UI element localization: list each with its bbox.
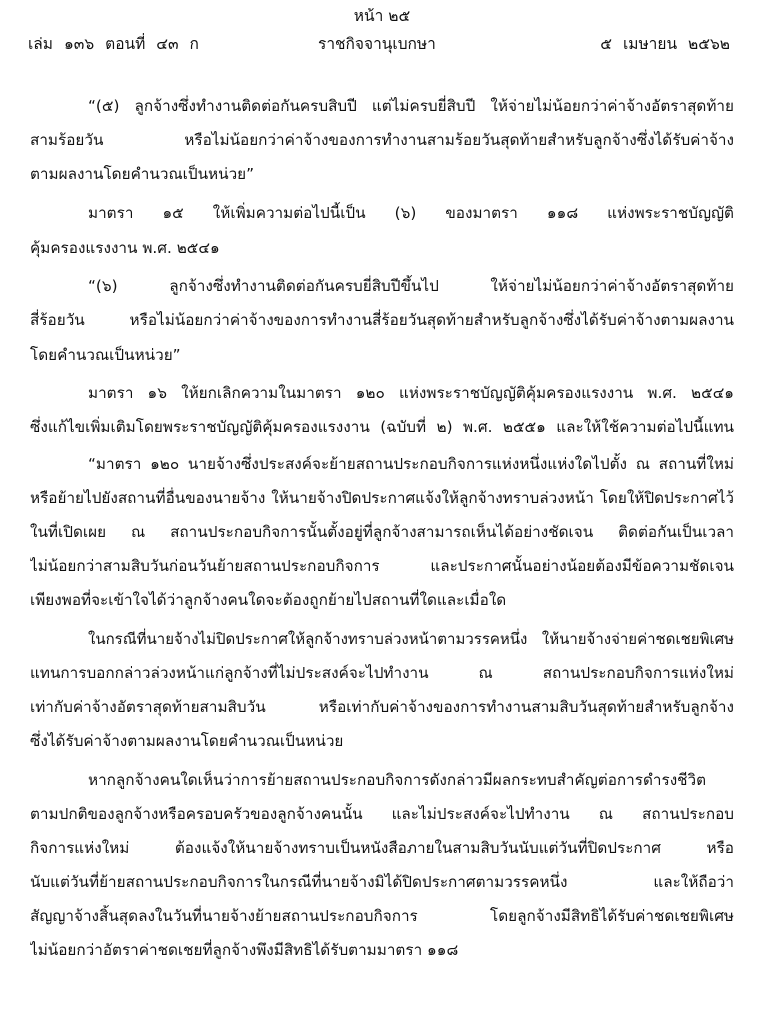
body-line: นับแต่วันที่ย้ายสถานประกอบกิจการในกรณีที่นายจ้างมิได้ปิดประกาศตามวรรคหนึ่ง และให้ถือว่า xyxy=(30,873,734,891)
body-line: ในที่เปิดเผย ณ สถานประกอบกิจการนั้นตั้งอยู่ที่ลูกจ้างสามารถเห็นได้อย่างชัดเจน ติดต่อกันเป็นเวลา xyxy=(30,523,734,541)
body-line: ไม่น้อยกว่าอัตราค่าชดเชยที่ลูกจ้างพึงมีสิทธิได้รับตามมาตรา ๑๑๘ xyxy=(30,941,459,959)
body-line: กิจการแห่งใหม่ ต้องแจ้งให้นายจ้างทราบเป็นหนังสือภายในสามสิบวันนับแต่วันที่ปิดประกาศ หรือ xyxy=(30,839,734,857)
body-line: เพียงพอที่จะเข้าใจได้ว่าลูกจ้างคนใดจะต้องถูกย้ายไปสถานที่ใดและเมื่อใด xyxy=(30,591,507,609)
body-line: มาตรา ๑๕ ให้เพิ่มความต่อไปนี้เป็น (๖) ของมาตรา ๑๑๘ แห่งพระราชบัญญัติ xyxy=(88,204,734,222)
page-number: หน้า ๒๕ xyxy=(353,7,411,25)
body-line: หากลูกจ้างคนใดเห็นว่าการย้ายสถานประกอบกิจการดังกล่าวมีผลกระทบสำคัญต่อการดำรงชีวิต xyxy=(88,771,707,789)
body-line: โดยคำนวณเป็นหน่วย” xyxy=(30,346,181,364)
volume-info: เล่ม ๑๓๖ ตอนที่ ๔๓ ก xyxy=(28,35,199,53)
body-line: มาตรา ๑๖ ให้ยกเลิกความในมาตรา ๑๒๐ แห่งพระราชบัญญัติคุ้มครองแรงงาน พ.ศ. ๒๕๔๑ xyxy=(88,384,734,402)
body-line: หรือย้ายไปยังสถานที่อื่นของนายจ้าง ให้นายจ้างปิดประกาศแจ้งให้ลูกจ้างทราบล่วงหน้า โดยให้ปิดประกาศไว้ xyxy=(30,489,734,507)
body-line: ไม่น้อยกว่าสามสิบวันก่อนวันย้ายสถานประกอบกิจการ และประกาศนั้นอย่างน้อยต้องมีข้อความชัดเจน xyxy=(30,557,734,575)
body-line: สามร้อยวัน หรือไม่น้อยกว่าค่าจ้างของการทำงานสามร้อยวันสุดท้ายสำหรับลูกจ้างซึ่งได้รับค่าจ้าง xyxy=(30,131,734,149)
body-line: ตามผลงานโดยคำนวณเป็นหน่วย” xyxy=(30,165,255,183)
body-line: เท่ากับค่าจ้างอัตราสุดท้ายสามสิบวัน หรือเท่ากับค่าจ้างของการทำงานสามสิบวันสุดท้ายสำหรับลูกจ้าง xyxy=(30,698,734,716)
publication-date: ๕ เมษายน ๒๕๖๒ xyxy=(600,35,730,53)
body-line: คุ้มครองแรงงาน พ.ศ. ๒๕๔๑ xyxy=(30,239,220,257)
body-line: สัญญาจ้างสิ้นสุดลงในวันที่นายจ้างย้ายสถานประกอบกิจการ โดยลูกจ้างมีสิทธิได้รับค่าชดเชยพิเศษ xyxy=(30,907,734,925)
body-line: “มาตรา ๑๒๐ นายจ้างซึ่งประสงค์จะย้ายสถานประกอบกิจการแห่งหนึ่งแห่งใดไปตั้ง ณ สถานที่ใหม่ xyxy=(88,455,734,473)
body-line: ในกรณีที่นายจ้างไม่ปิดประกาศให้ลูกจ้างทราบล่วงหน้าตามวรรคหนึ่ง ให้นายจ้างจ่ายค่าชดเชยพิเศษ xyxy=(88,630,734,648)
body-line: ซึ่งได้รับค่าจ้างตามผลงานโดยคำนวณเป็นหน่วย xyxy=(30,732,344,750)
body-line: สี่ร้อยวัน หรือไม่น้อยกว่าค่าจ้างของการทำงานสี่ร้อยวันสุดท้ายสำหรับลูกจ้างซึ่งได้รับค่าจ้างตามผลงาน xyxy=(30,311,734,329)
body-line: “(๕) ลูกจ้างซึ่งทำงานติดต่อกันครบสิบปี แต่ไม่ครบยี่สิบปี ให้จ่ายไม่น้อยกว่าค่าจ้างอัตราสุดท้าย xyxy=(88,97,734,115)
body-line: ตามปกติของลูกจ้างหรือครอบครัวของลูกจ้างคนนั้น และไม่ประสงค์จะไปทำงาน ณ สถานประกอบ xyxy=(30,805,734,823)
body-line: แทนการบอกกล่าวล่วงหน้าแก่ลูกจ้างที่ไม่ประสงค์จะไปทำงาน ณ สถานประกอบกิจการแห่งใหม่ xyxy=(30,664,734,682)
body-line: “(๖) ลูกจ้างซึ่งทำงานติดต่อกันครบยี่สิบปีขึ้นไป ให้จ่ายไม่น้อยกว่าค่าจ้างอัตราสุดท้าย xyxy=(88,277,734,295)
gazette-name: ราชกิจจานุเบกษา xyxy=(318,35,436,53)
body-line: ซึ่งแก้ไขเพิ่มเติมโดยพระราชบัญญัติคุ้มครองแรงงาน (ฉบับที่ ๒) พ.ศ. ๒๕๕๑ และให้ใช้ความต่อไปนี้แทน xyxy=(30,418,734,436)
